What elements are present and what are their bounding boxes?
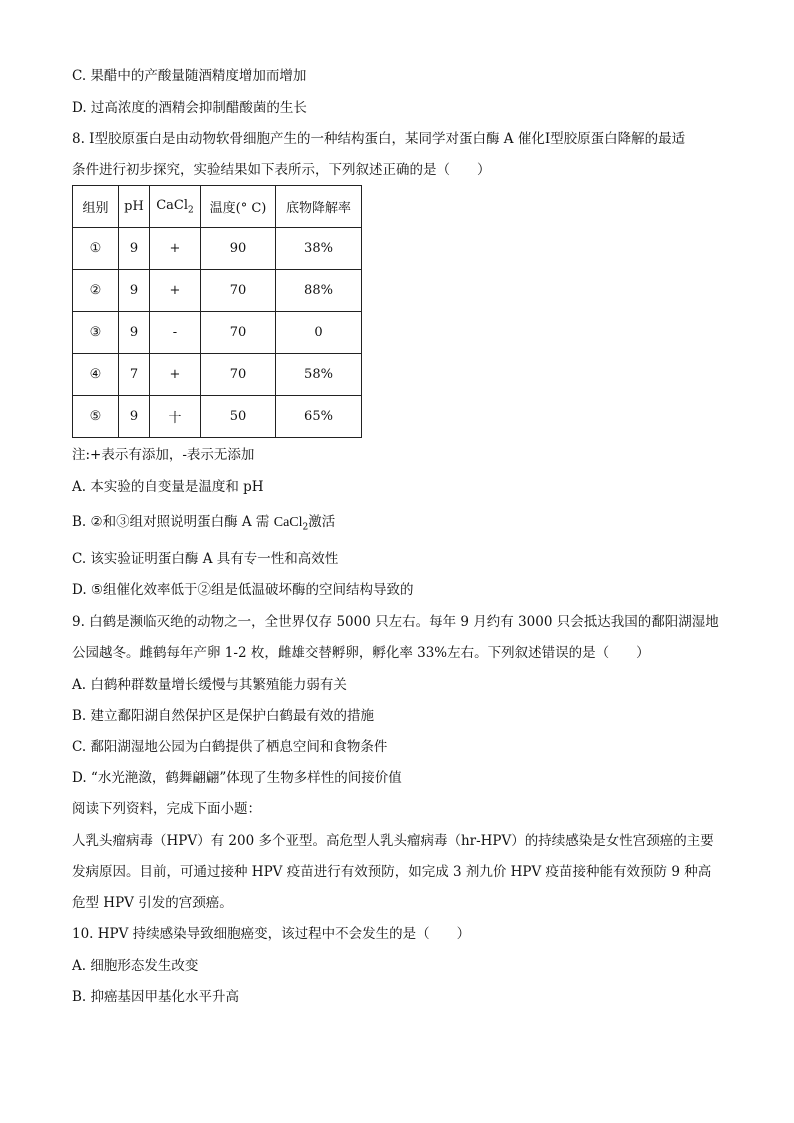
header-degradation: 底物降解率 [276,186,362,228]
q7-option-c: C. 果醋中的产酸量随酒精度增加而增加 [72,68,307,84]
q7-option-d: D. 过高浓度的酒精会抑制醋酸菌的生长 [72,100,307,116]
table-row [73,270,362,312]
cell: 70 [201,270,276,312]
material-line3: 危型 HPV 引发的宫颈癌。 [72,895,233,911]
q9-option-c: C. 鄱阳湖湿地公园为白鹤提供了栖息空间和食物条件 [72,739,388,755]
q9-stem-line1: 9. 白鹤是濒临灭绝的动物之一，全世界仅存 5000 只左右。每年 9 月约有 3000 只会抵达我国的鄱阳湖湿地 [72,614,719,630]
table-row [73,312,362,354]
cell: ③ [73,312,119,354]
q9-stem-line2: 公园越冬。雌鹤每年产卵 1-2 枚，雌雄交替孵卵，孵化率 33%左右。下列叙述错误的是（ ） [72,645,650,661]
table-header-row [73,186,362,228]
cell: + [150,228,201,270]
table-note: 注:+表示有添加，-表示无添加 [72,447,255,463]
q9-option-a: A. 白鹤种群数量增长缓慢与其繁殖能力弱有关 [72,677,347,693]
reading-instruction: 阅读下列资料，完成下面小题： [72,801,261,817]
header-group: 组别 [73,186,119,228]
q10-option-a: A. 细胞形态发生改变 [72,958,199,974]
cell: 9 [119,312,150,354]
q9-option-d: D. “水光滟潋，鹤舞翩翩”体现了生物多样性的间接价值 [72,770,402,786]
cell: 十 [150,396,201,438]
cell: 9 [119,396,150,438]
q8-option-d: D. ⑤组催化效率低于②组是低温破坏酶的空间结构导致的 [72,582,414,598]
q8-stem-line1: 8. Ⅰ型胶原蛋白是由动物软骨细胞产生的一种结构蛋白，某同学对蛋白酶 A 催化Ⅰ型胶原蛋白降解的最适 [72,131,686,147]
cell: - [150,312,201,354]
header-temperature: 温度(° C) [201,186,276,228]
cell: ④ [73,354,119,396]
q10-stem: 10. HPV 持续感染导致细胞癌变，该过程中不会发生的是（ ） [72,926,471,942]
q8-stem-line2: 条件进行初步探究，实验结果如下表所示，下列叙述正确的是（ ） [72,162,491,178]
cell: 50 [201,396,276,438]
cell: + [150,354,201,396]
cell: + [150,270,201,312]
cell: 7 [119,354,150,396]
cell: 9 [119,270,150,312]
cell: 65% [276,396,362,438]
table-row [73,228,362,270]
cell: 0 [276,312,362,354]
header-ph: pH [119,186,150,228]
material-line2: 发病原因。目前，可通过接种 HPV 疫苗进行有效预防，如完成 3 剂九价 HPV 疫苗接种能有效预防 9 种高 [72,864,712,880]
cell: 90 [201,228,276,270]
experiment-table [72,185,362,438]
cell: 38% [276,228,362,270]
cell: ② [73,270,119,312]
table-row [73,354,362,396]
material-line1: 人乳头瘤病毒（HPV）有 200 多个亚型。高危型人乳头瘤病毒（hr-HPV）的持续感染是女性宫颈癌的主要 [72,833,714,849]
cell: 70 [201,312,276,354]
q9-option-b: B. 建立鄱阳湖自然保护区是保护白鹤最有效的措施 [72,708,375,724]
table-row [73,396,362,438]
cell: 88% [276,270,362,312]
cell: 70 [201,354,276,396]
cell: 58% [276,354,362,396]
q8-option-b: B. ②和③组对照说明蛋白酶 A 需 CaCl$_2$激活 [72,514,336,533]
q10-option-b: B. 抑癌基因甲基化水平升高 [72,989,240,1005]
cell: 9 [119,228,150,270]
q8-option-a: A. 本实验的自变量是温度和 pH [72,479,264,495]
q8-option-c: C. 该实验证明蛋白酶 A 具有专一性和高效性 [72,551,339,567]
cell: ① [73,228,119,270]
header-cacl2: CaCl$_2$ [150,186,201,228]
cell: ⑤ [73,396,119,438]
